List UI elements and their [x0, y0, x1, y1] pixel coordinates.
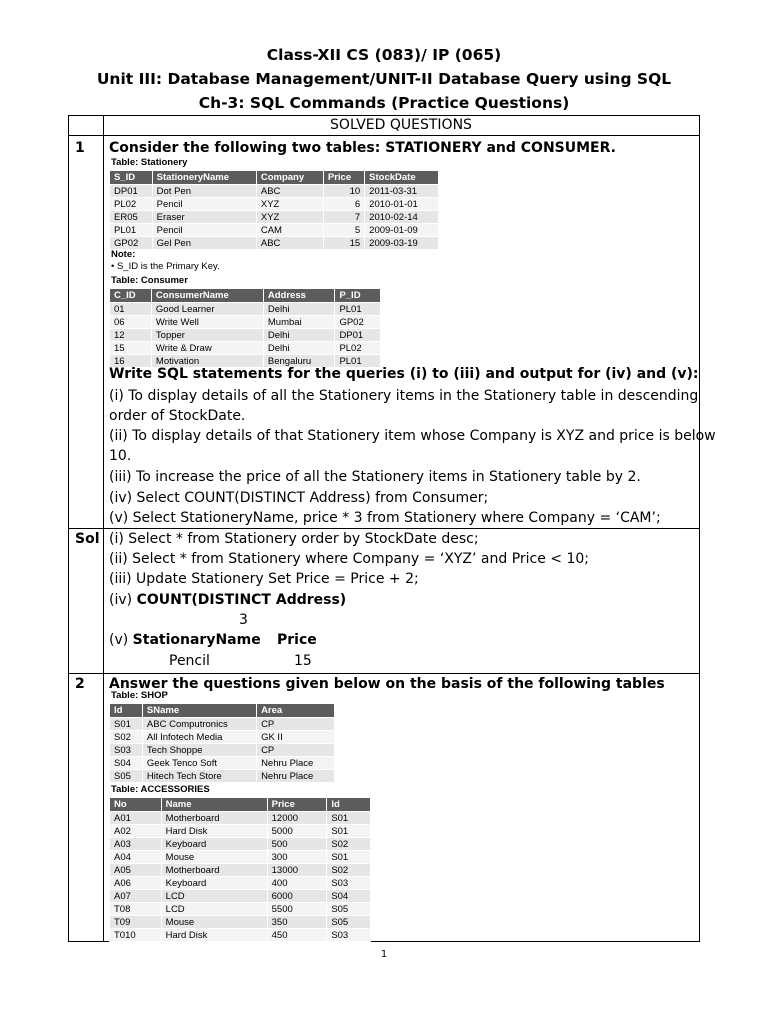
table-cell: Hard Disk — [161, 825, 267, 838]
table-cell: 5 — [323, 224, 364, 237]
table-cell: DP01 — [335, 329, 381, 342]
table-cell: T010 — [110, 929, 162, 942]
table-cell: PL01 — [110, 224, 153, 237]
table-cell: Mouse — [161, 916, 267, 929]
instruction-text: Write SQL statements for the queries (i) to (iii) and output for (iv) and (v): — [109, 366, 699, 382]
answer-output-value: 3 — [239, 612, 248, 628]
table-cell: CP — [257, 718, 335, 731]
table-cell: Mouse — [161, 851, 267, 864]
table-row — [110, 718, 335, 731]
table-cell: Delhi — [263, 329, 335, 342]
table-cell: Geek Tenco Soft — [142, 757, 256, 770]
answer-output-header: COUNT(DISTINCT Address) — [136, 592, 347, 608]
table-cell: S03 — [327, 929, 371, 942]
column-header: Price — [323, 171, 364, 185]
note-label: Note: — [111, 249, 136, 260]
table-cell: Delhi — [263, 342, 335, 355]
answer-text: (ii) Select * from Stationery where Company = ‘XYZ’ and Price < 10; — [109, 551, 590, 567]
doc-title-class: Class-XII CS (083)/ IP (065) — [266, 46, 502, 64]
questions-table — [68, 115, 716, 942]
table-cell: 5500 — [267, 903, 327, 916]
table-caption: Table: SHOP — [111, 690, 168, 701]
table-row — [110, 198, 439, 211]
table-cell: 2010-01-01 — [365, 198, 439, 211]
column-header: StationeryName — [152, 171, 256, 185]
table-cell: S05 — [110, 770, 143, 783]
page-number: 1 — [380, 949, 388, 960]
table-cell: A06 — [110, 877, 162, 890]
table-cell: S01 — [327, 812, 371, 825]
table-cell: Write Well — [151, 316, 263, 329]
table-row — [110, 329, 381, 342]
table-cell: 450 — [267, 929, 327, 942]
table-row — [110, 877, 371, 890]
table-row — [110, 838, 371, 851]
answer-output-value: 15 — [294, 653, 312, 669]
column-header: Company — [256, 171, 323, 185]
table-row — [110, 224, 439, 237]
table-cell: T08 — [110, 903, 162, 916]
table-caption: Table: ACCESSORIES — [111, 784, 210, 795]
table-cell: S04 — [110, 757, 143, 770]
table-cell: 6 — [323, 198, 364, 211]
question-number: 2 — [75, 676, 85, 692]
table-cell: A04 — [110, 851, 162, 864]
table-cell: 5000 — [267, 825, 327, 838]
table-row — [110, 237, 439, 250]
table-cell: 15 — [110, 342, 152, 355]
shop-table — [109, 703, 335, 783]
answer-output-header: Price — [277, 632, 317, 648]
column-header: S_ID — [110, 171, 153, 185]
table-cell: Delhi — [263, 303, 335, 316]
table-caption: Table: Consumer — [111, 275, 188, 286]
table-cell: T09 — [110, 916, 162, 929]
table-cell: S04 — [327, 890, 371, 903]
column-header: Price — [267, 798, 327, 812]
table-row — [110, 744, 335, 757]
table-cell: Dot Pen — [152, 185, 256, 198]
table-cell: ABC — [256, 185, 323, 198]
table-cell: ABC — [256, 237, 323, 250]
table-caption: Table: Stationery — [111, 157, 188, 168]
answer-text: (iii) Update Stationery Set Price = Price + 2; — [109, 571, 419, 587]
table-cell: Hitech Tech Store — [142, 770, 256, 783]
table-cell: Gel Pen — [152, 237, 256, 250]
table-cell: S02 — [110, 731, 143, 744]
table-cell: Good Learner — [151, 303, 263, 316]
table-cell: S01 — [327, 825, 371, 838]
row-divider — [69, 528, 699, 529]
table-row — [110, 770, 335, 783]
table-cell: 350 — [267, 916, 327, 929]
table-cell: Pencil — [152, 224, 256, 237]
table-cell: 13000 — [267, 864, 327, 877]
section-title: SOLVED QUESTIONS — [330, 117, 472, 133]
table-cell: 400 — [267, 877, 327, 890]
table-row — [110, 864, 371, 877]
table-row — [110, 903, 371, 916]
table-cell: 01 — [110, 303, 152, 316]
answer-prefix: (iv) — [109, 592, 137, 608]
table-row — [110, 916, 371, 929]
table-cell: 15 — [323, 237, 364, 250]
table-cell: ABC Computronics — [142, 718, 256, 731]
table-cell: XYZ — [256, 198, 323, 211]
table-cell: Write & Draw — [151, 342, 263, 355]
table-row — [110, 731, 335, 744]
table-cell: S01 — [110, 718, 143, 731]
table-row — [110, 757, 335, 770]
answer-output-value: Pencil — [169, 653, 210, 669]
table-cell: LCD — [161, 890, 267, 903]
table-cell: S03 — [110, 744, 143, 757]
column-header: SName — [142, 704, 256, 718]
table-cell: PL01 — [335, 355, 381, 368]
table-cell: DP01 — [110, 185, 153, 198]
table-row — [110, 185, 439, 198]
table-cell: 2009-01-09 — [365, 224, 439, 237]
table-cell: Mumbai — [263, 316, 335, 329]
table-cell: Eraser — [152, 211, 256, 224]
table-cell: A05 — [110, 864, 162, 877]
table-cell: Pencil — [152, 198, 256, 211]
table-cell: 6000 — [267, 890, 327, 903]
answer-output-header: StationaryName — [132, 632, 261, 648]
table-row — [110, 929, 371, 942]
table-header-row — [110, 289, 381, 303]
table-cell: S05 — [327, 903, 371, 916]
table-row — [110, 825, 371, 838]
table-cell: PL02 — [335, 342, 381, 355]
table-cell: 300 — [267, 851, 327, 864]
table-cell: S02 — [327, 838, 371, 851]
table-cell: CAM — [256, 224, 323, 237]
table-cell: All Infotech Media — [142, 731, 256, 744]
query-text: (i) To display details of all the Stationery items in the Stationery table in descending — [109, 388, 699, 404]
table-cell: A02 — [110, 825, 162, 838]
table-cell: CP — [257, 744, 335, 757]
table-cell: 16 — [110, 355, 152, 368]
query-text: (iii) To increase the price of all the Stationery items in Stationery table by 2. — [109, 469, 641, 485]
table-cell: Keyboard — [161, 877, 267, 890]
query-text: 10. — [109, 448, 132, 464]
column-header: P_ID — [335, 289, 381, 303]
table-cell: Nehru Place — [257, 770, 335, 783]
answer-text — [109, 632, 261, 648]
table-row — [110, 211, 439, 224]
table-cell: Motherboard — [161, 864, 267, 877]
table-cell: Motherboard — [161, 812, 267, 825]
question-prompt: Answer the questions given below on the basis of the following tables — [109, 676, 665, 692]
query-text: (v) Select StationeryName, price * 3 from Stationery where Company = ‘CAM’; — [109, 510, 661, 526]
table-row — [110, 303, 381, 316]
column-header: Id — [110, 704, 143, 718]
table-cell: 06 — [110, 316, 152, 329]
table-cell: 12000 — [267, 812, 327, 825]
column-header: C_ID — [110, 289, 152, 303]
consumer-table — [109, 288, 381, 368]
table-cell: Hard Disk — [161, 929, 267, 942]
table-cell: XYZ — [256, 211, 323, 224]
table-cell: Bengaluru — [263, 355, 335, 368]
table-row — [110, 812, 371, 825]
doc-title-chapter: Ch-3: SQL Commands (Practice Questions) — [198, 94, 570, 112]
question-number: 1 — [75, 140, 85, 156]
column-header: No — [110, 798, 162, 812]
query-text: (ii) To display details of that Stationery item whose Company is XYZ and price is below — [109, 428, 716, 444]
table-cell: 2010-02-14 — [365, 211, 439, 224]
table-header-row — [110, 704, 335, 718]
column-header: StockDate — [365, 171, 439, 185]
table-cell: 2009-03-19 — [365, 237, 439, 250]
column-header: Name — [161, 798, 267, 812]
table-row — [110, 316, 381, 329]
table-cell: PL02 — [110, 198, 153, 211]
table-cell: 7 — [323, 211, 364, 224]
query-text: order of StockDate. — [109, 408, 246, 424]
doc-title-unit: Unit III: Database Management/UNIT-II Database Query using SQL — [96, 70, 672, 88]
table-cell: A03 — [110, 838, 162, 851]
column-header: ConsumerName — [151, 289, 263, 303]
answer-text — [109, 592, 346, 608]
note-text: • S_ID is the Primary Key. — [111, 261, 220, 272]
table-cell: Topper — [151, 329, 263, 342]
table-cell: A01 — [110, 812, 162, 825]
table-cell: Nehru Place — [257, 757, 335, 770]
column-header: Area — [257, 704, 335, 718]
answer-text: (i) Select * from Stationery order by StockDate desc; — [109, 531, 479, 547]
table-cell: S02 — [327, 864, 371, 877]
table-cell: LCD — [161, 903, 267, 916]
stationery-table — [109, 170, 439, 250]
table-cell: S05 — [327, 916, 371, 929]
table-cell: GP02 — [335, 316, 381, 329]
row-divider — [69, 135, 699, 136]
table-cell: 12 — [110, 329, 152, 342]
table-cell: GP02 — [110, 237, 153, 250]
table-cell: 10 — [323, 185, 364, 198]
table-cell: GK II — [257, 731, 335, 744]
table-cell: Keyboard — [161, 838, 267, 851]
table-row — [110, 342, 381, 355]
table-cell: S01 — [327, 851, 371, 864]
table-cell: ER05 — [110, 211, 153, 224]
table-cell: 500 — [267, 838, 327, 851]
accessories-table — [109, 797, 371, 942]
question-prompt: Consider the following two tables: STATIONERY and CONSUMER. — [109, 140, 616, 156]
column-header: Id — [327, 798, 371, 812]
answer-prefix: (v) — [109, 632, 133, 648]
table-cell: S03 — [327, 877, 371, 890]
table-cell: PL01 — [335, 303, 381, 316]
column-header: Address — [263, 289, 335, 303]
row-divider — [69, 673, 699, 674]
solution-label: Sol — [75, 531, 100, 547]
table-row — [110, 890, 371, 903]
table-cell: Tech Shoppe — [142, 744, 256, 757]
table-cell: Motivation — [151, 355, 263, 368]
table-header-row — [110, 798, 371, 812]
table-cell: A07 — [110, 890, 162, 903]
query-text: (iv) Select COUNT(DISTINCT Address) from Consumer; — [109, 490, 489, 506]
table-row — [110, 851, 371, 864]
table-header-row — [110, 171, 439, 185]
table-cell: 2011-03-31 — [365, 185, 439, 198]
